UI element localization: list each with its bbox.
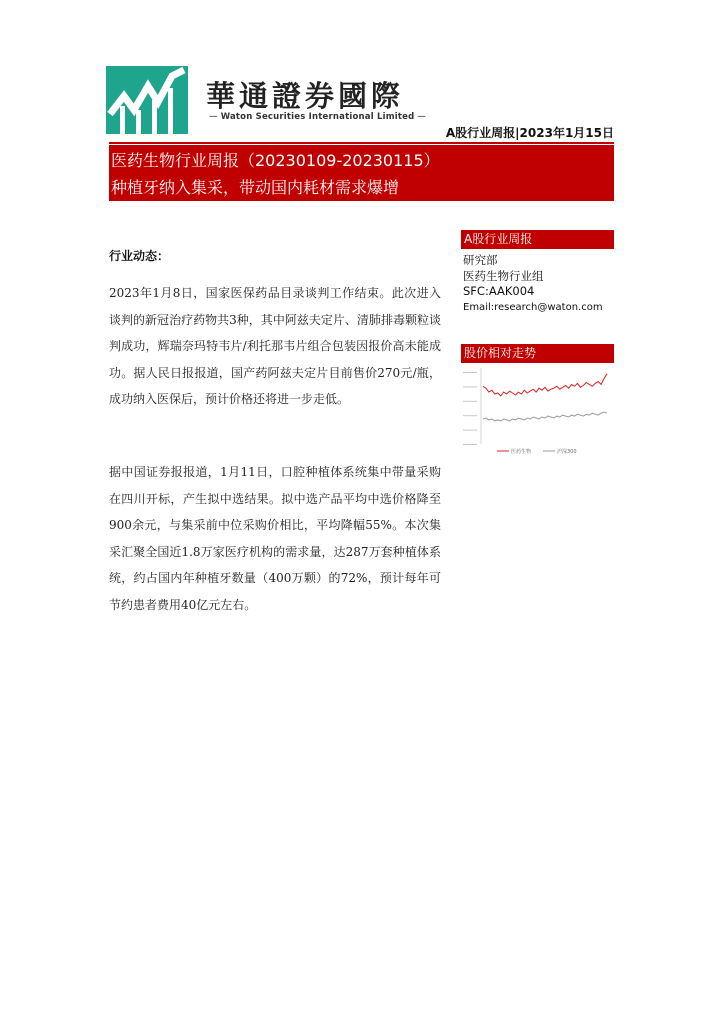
legend-label: 沪深300 <box>557 449 577 455</box>
sidebar-email[interactable]: Email:research@waton.com <box>463 302 603 313</box>
report-title: 医药生物行业周报（20230109-20230115） <box>111 151 440 170</box>
header-divider <box>109 142 614 144</box>
y-tick-label <box>463 372 477 373</box>
title-banner <box>109 145 614 201</box>
brand-name-en: — Waton Securities International Limited — <box>206 112 429 122</box>
y-tick-label <box>463 401 477 402</box>
waton-logo <box>106 66 188 134</box>
y-tick-label <box>463 444 477 445</box>
paragraph: 据中国证券报报道，1月11日，口腔种植体系统集中带量采购在四川开标，产生拟中选结果。拟中选产品平均中选价格降至900余元，与集采前中位采购价相比，平均降幅55%。本次集采汇聚全国近1.8万家医疗机构的需求量，达287万套种植体系统，约占国内年种植牙数量（400万颗）的72%，预计每年可节约患者费用40亿元左右。 <box>109 465 441 612</box>
sidebar-sfc: SFC:AAK004 <box>463 284 535 298</box>
sidebar-group: 医药生物行业组 <box>463 269 544 283</box>
relative-price-chart <box>461 366 614 458</box>
paragraph: 2023年1月8日，国家医保药品目录谈判工作结束。此次进入谈判的新冠治疗药物共3种，其中阿兹夫定片、清肺排毒颗粒谈判成功，辉瑞奈玛特韦片/利托那韦片组合包装因报价高未能成功。据人民日报报道，国产药阿兹夫定片目前售价270元/瓶，成功纳入医保后，预计价格还将进一步走低。 <box>109 286 441 406</box>
sidebar-report-type: A股行业周报 <box>461 230 614 249</box>
brand-name-cn: 華通證券國際 <box>206 79 405 113</box>
sidebar-department: 研究部 <box>463 253 498 267</box>
report-subtitle: 种植牙纳入集采，带动国内耗材需求爆增 <box>111 178 400 197</box>
series-line <box>483 412 607 421</box>
section-heading: 行业动态： <box>109 249 170 263</box>
y-tick-label <box>463 386 477 387</box>
legend-label: 医药生物 <box>511 449 532 455</box>
report-meta: A股行业周报|2023年1月15日 <box>445 126 614 140</box>
chart-title: 股价相对走势 <box>461 344 614 363</box>
series-line <box>483 374 607 396</box>
y-tick-label <box>463 430 477 431</box>
y-tick-label <box>463 415 477 416</box>
